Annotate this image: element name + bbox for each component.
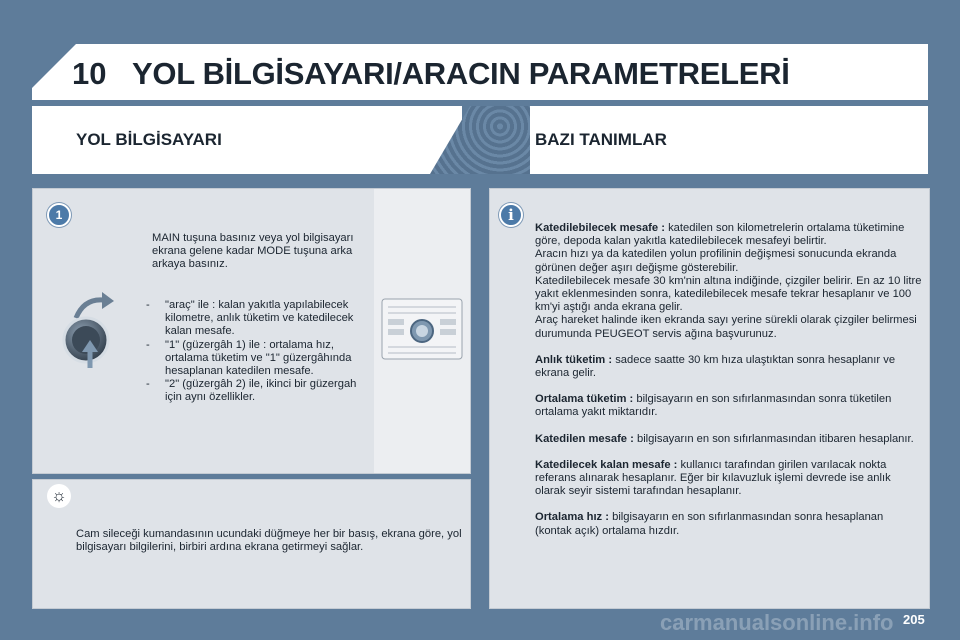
definition-text: bilgisayarın en son sıfırlanmasından sonra tüketilen ortalama yakıt miktarıdır. — [535, 393, 892, 419]
definition-term: Katedilebilecek mesafe : — [535, 222, 665, 234]
definition-item — [535, 511, 923, 537]
definitions-list — [535, 222, 923, 551]
definition-text: sadece saatte 30 km hıza ulaştıktan sonra hesaplanır ve ekrana gelir. — [535, 353, 896, 380]
right-section-title: BAZI TANIMLAR — [535, 130, 667, 149]
list-item: - "1" (güzergâh 1) ile : ortalama hız, ortalama tüketim ve "1" güzergâhında hesaplanan katedilen mesafe. — [146, 338, 352, 378]
rotary-knob-icon — [62, 290, 122, 376]
definition-text: Araç hareket halinde iken ekranda sayı yerine sürekli olarak çizgiler belirmesi durumunda PEUGEOT servis ağına başvurunuz. — [535, 314, 917, 340]
tip-text: Cam sileceği kumandasının ucundaki düğmeye her bir basış, ekrana göre, yol bilgisayarı bilgilerini, birbiri ardına ekrana getirmeyi sağlar. — [76, 528, 462, 554]
list-item: - "araç" ile : kalan yakıtla yapılabilecek kilometre, anlık tüketim ve katedilecek kalan mesafe. — [146, 299, 354, 338]
definition-text: kullanıcı tarafından girilen varılacak nokta referans alınarak hesaplanır. Eğer bir kılavuzluk işlemi devrede ise anlık olarak seyir sistemi tarafından hesaplanır. — [535, 458, 891, 498]
step-instruction: MAIN tuşuna basınız veya yol bilgisayarı ekrana gelene kadar MODE tuşuna arka arkaya basınız. — [152, 232, 354, 271]
page-title: YOL BİLGİSAYARI/ARACIN PARAMETRELERİ — [132, 56, 790, 91]
definition-text: katedilen son kilometrelerin ortalama tüketimine göre, depoda kalan yakıtla katedilebilecek mesafeyi belirtir. — [535, 222, 905, 248]
definition-item — [535, 459, 923, 499]
chapter-number: 10 — [72, 56, 107, 91]
watermark: carmanualsonline.info — [660, 610, 894, 635]
options-list — [146, 299, 368, 405]
definition-term: Ortalama tüketim : — [535, 393, 634, 406]
lightbulb-icon: ☼ — [47, 484, 71, 508]
left-section-title: YOL BİLGİSAYARI — [76, 130, 222, 149]
audio-unit-icon — [380, 297, 464, 361]
list-item: - "2" (güzergâh 2) ile, ikinci bir güzergah için aynı özellikler. — [146, 378, 357, 404]
definition-text: bilgisayarın en son sıfırlanmasından itibaren hesaplanır. — [636, 432, 914, 445]
definition-text: bilgisayarın en son sıfırlanmasından sonra hesaplanan (kontak açık) ortalama hızdır. — [535, 511, 884, 537]
definition-item — [535, 222, 923, 341]
definition-text: Katedilebilecek mesafe 30 km'nin altına indiğinde, çizgiler belirir. En az 10 litre yakıt eklenmesinden sonra, katedilebilecek mesafe tekrar hesaplanır ve 100 km'yi aştığı anda ekrana gelir. — [535, 274, 922, 314]
step-number-badge: 1 — [47, 203, 71, 227]
definition-term: Ortalama hız : — [535, 511, 609, 524]
definition-item — [535, 354, 923, 380]
page-number: 205 — [903, 612, 925, 627]
definition-term: Katedilecek kalan mesafe : — [535, 458, 678, 471]
definition-term: Katedilen mesafe : — [535, 432, 634, 445]
info-icon: i — [499, 203, 523, 227]
definition-term: Anlık tüketim : — [535, 353, 613, 366]
definition-item — [535, 393, 923, 419]
definition-text: Aracın hızı ya da katedilen yolun profilinin değişmesi sonucunda ekranda görünen değer aşırı değişme gösterebilir. — [535, 248, 897, 274]
definition-item — [535, 433, 923, 446]
